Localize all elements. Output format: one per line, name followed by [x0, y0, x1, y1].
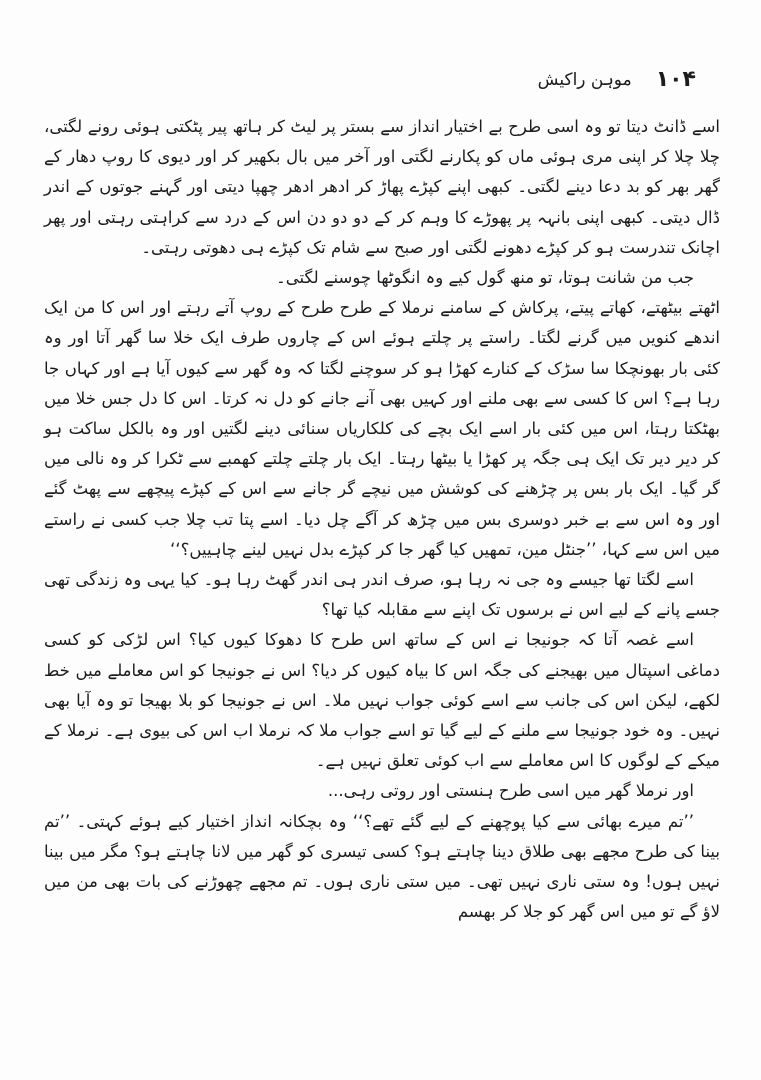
paragraph-5: اسے غصہ آتا کہ جونیجا نے اس کے ساتھ اس طرح کا دھوکا کیوں کیا؟ اس لڑکی کو کسی دماغی اسپتال میں بھیجنے کی جگہ اس کا بیاہ کیوں کر دیا؟ اس نے جونیجا کو اس معاملے میں خط لکھے، لیکن اس کی جانب سے اسے کوئی جواب نہیں ملا۔ اس نے جونیجا کو بلا بھیجا تو وہ آیا بھی نہیں۔ وہ خود جونیجا سے ملنے کے لیے گیا تو اسے جواب ملا کہ نرملا اب اس کی بیوی ہے۔ نرملا کے میکے کے لوگوں کا اس معاملے سے اب کوئی تعلق نہیں ہے۔ [44, 630, 720, 771]
paragraph-7: ’’تم میرے بھائی سے کیا پوچھنے کے لیے گئے تھے؟‘‘ وہ بچکانہ انداز اختیار کیے ہوئے کہتی۔ ’’تم بینا کی طرح مجھے بھی طلاق دینا چاہتے ہو؟ کسی تیسری کو گھر میں لانا چاہتے ہو؟ مگر میں بینا نہیں ہوں! وہ ستی ناری نہیں تھی۔ میں ستی ناری ہوں۔ تم مجھے چھوڑنے کی بات بھی من میں لاؤ گے تو میں اس گھر کو جلا کر بھسم [44, 811, 720, 922]
paragraph-6: اور نرملا گھر میں اسی طرح ہنستی اور روتی رہی... [327, 781, 694, 801]
page-header [60, 64, 696, 94]
paragraph-4: اسے لگتا تھا جیسے وہ جی نہ رہا ہو، صرف اندر ہی اندر گھٹ رہا ہو۔ کیا یہی وہ زندگی تھی جسے پانے کے لیے اس نے برسوں تک اپنے سے مقابلہ کیا تھا؟ [44, 570, 720, 620]
story-text [44, 112, 720, 927]
running-head-author: موہن راکیش [537, 69, 632, 90]
paragraph-3: اٹھتے بیٹھتے، کھاتے پیتے، پرکاش کے سامنے نرملا کے طرح طرح کے روپ آتے رہتے اور اس کا من ایک اندھے کنویں میں گرنے لگتا۔ راستے پر چلتے ہوئے اس کے چاروں طرف ایک خلا سا گھر آتا اور وہ کئی بار بھونچکا سا سڑک کے کنارے کھڑا ہو کر سوچنے لگتا کہ وہ گھر سے کیوں آیا ہے اور کہاں جا رہا ہے؟ اس کا کسی سے بھی ملنے اور کہیں بھی آنے جانے کو دل نہ کرتا۔ اس کا دل جس خلا میں بھٹکتا رہتا، اس میں کئی بار اسے ایک بچے کی کلکاریاں سنائی دینے لگتیں اور وہ بالکل ساکت ہو کر دیر دیر تک ایک ہی جگہ پر کھڑا یا بیٹھا رہتا۔ ایک بار چلتے چلتے کھمبے سے ٹکرا کر وہ نالی میں گر گیا۔ ایک بار بس پر چڑھنے کی کوشش میں نیچے گر جانے سے اس کے کپڑے پیچھے سے پھٹ گئے اور وہ اس سے بے خبر دوسری بس میں چڑھ کر آگے چل دیا۔ اسے پتا تب چلا جب کسی نے راستے میں اس سے کہا، ’’جنٹل مین، تمھیں کیا گھر جا کر کپڑے بدل نہیں لینے چاہییں؟‘‘ [44, 298, 720, 559]
paragraph-1: اسے ڈانٹ دیتا تو وہ اسی طرح بے اختیار انداز سے بستر پر لیٹ کر ہاتھ پیر پٹکتی ہوئی رونے لگتی، چلا چلا کر اپنی مری ہوئی ماں کو پکارنے لگتی اور آخر میں بال بکھیر کر اور دیوی کا روپ دھار کے گھر بھر کو بد دعا دینے لگتی۔ کبھی اپنے کپڑے پھاڑ کر ادھر ادھر چھپا دیتی اور گہنے جوتوں کے اندر ڈال دیتی۔ کبھی اپنی بانہہ پر پھوڑے کا وہم کر کے دو دو دن اس کے درد سے کراہتی رہتی اور پھر اچانک تندرست ہو کر کپڑے دھونے لگتی اور صبح سے شام تک کپڑے ہی دھوتی رہتی۔ [44, 117, 720, 257]
paragraph-2: جب من شانت ہوتا، تو منھ گول کیے وہ انگوٹھا چوسنے لگتی۔ [276, 268, 694, 288]
page-number: ۱۰۴ [655, 66, 696, 92]
